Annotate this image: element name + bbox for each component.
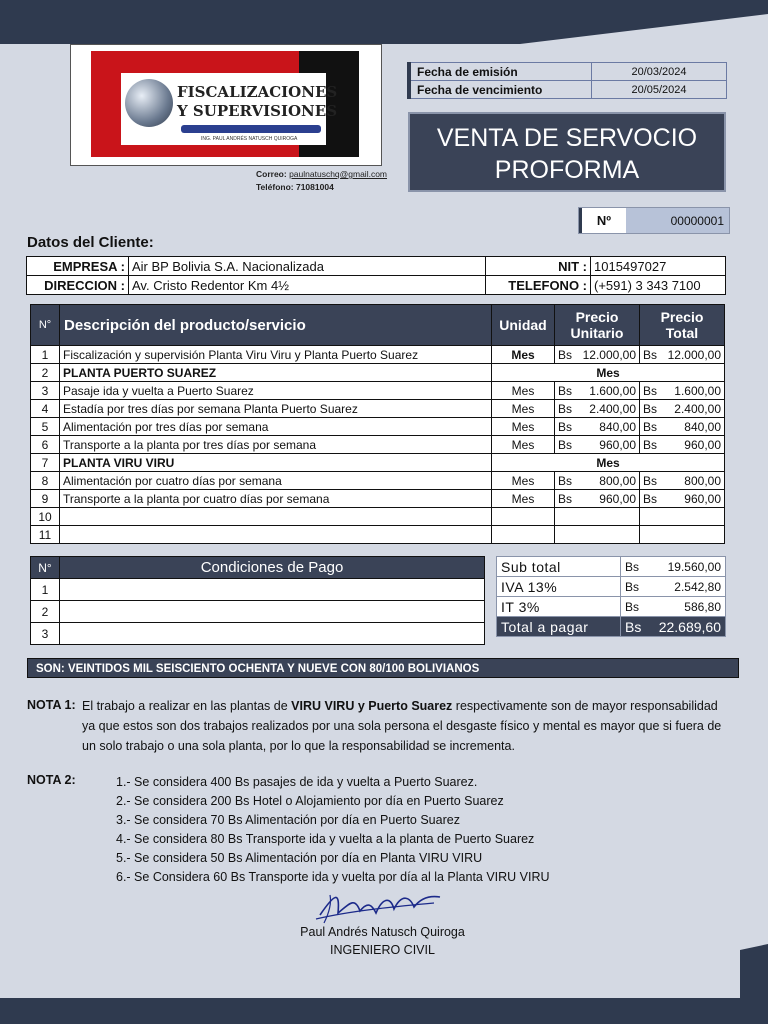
- document-title: VENTA DE SERVOCIO PROFORMA: [408, 112, 726, 192]
- table-row: 3 Pasaje ida y vuelta a Puerto Suarez Mes Bs 1.600,00 Bs 1.600,00: [31, 382, 725, 400]
- table-row: 1 Fiscalización y supervisión Planta Viru Viru y Planta Puerto Suarez Mes Bs 12.000,00 Bs 12.000,00: [31, 346, 725, 364]
- globe-icon: [125, 79, 173, 127]
- nota2-line: 4.- Se considera 80 Bs Transporte ida y vuelta a la planta de Puerto Suarez: [116, 832, 535, 846]
- empresa-value: Air BP Bolivia S.A. Nacionalizada: [129, 257, 486, 276]
- col-description: Descripción del producto/servicio: [60, 305, 492, 346]
- subtotal-value: Bs 19.560,00: [621, 557, 726, 577]
- emission-date: 20/03/2024: [592, 63, 727, 81]
- nit-value: 1015497027: [591, 257, 726, 276]
- iva-value: Bs 2.542,80: [621, 577, 726, 597]
- table-row: 4 Estadía por tres días por semana Planta Puerto Suarez Mes Bs 2.400,00 Bs 2.400,00: [31, 400, 725, 418]
- table-row: 9 Transporte a la planta por cuatro días por semana Mes Bs 960,00 Bs 960,00: [31, 490, 725, 508]
- nota2-line: 3.- Se considera 70 Bs Alimentación por día en Puerto Suarez: [116, 813, 460, 827]
- signature: [310, 883, 450, 927]
- signer-role: INGENIERO CIVIL: [330, 943, 435, 957]
- payment-conditions-table: [30, 556, 485, 645]
- col-number: N°: [31, 305, 60, 346]
- due-date: 20/05/2024: [592, 81, 727, 99]
- table-row: 6 Transporte a la planta por tres días por semana Mes Bs 960,00 Bs 960,00: [31, 436, 725, 454]
- cond-col-header: Condiciones de Pago: [60, 557, 485, 579]
- header-decoration: [0, 0, 768, 44]
- table-row: 8 Alimentación por cuatro días por semana Mes Bs 800,00 Bs 800,00: [31, 472, 725, 490]
- nota2-label: NOTA 2:: [27, 773, 76, 787]
- empresa-label: EMPRESA :: [27, 257, 129, 276]
- condition-row: 1: [31, 579, 485, 601]
- nota2-line: 1.- Se considera 400 Bs pasajes de ida y vuelta a Puerto Suarez.: [116, 775, 478, 789]
- direccion-value: Av. Cristo Redentor Km 4½: [129, 276, 486, 295]
- total-value: Bs 22.689,60: [621, 617, 726, 637]
- nota1-label: NOTA 1:: [27, 698, 76, 712]
- direccion-label: DIRECCION :: [27, 276, 129, 295]
- table-row: 2 PLANTA PUERTO SUAREZ Mes: [31, 364, 725, 382]
- it-label: IT 3%: [497, 597, 621, 617]
- total-label: Total a pagar: [497, 617, 621, 637]
- email-link[interactable]: paulnatuschq@gmail.com: [289, 169, 388, 179]
- dates-table: [407, 62, 727, 99]
- col-unit-price: Precio Unitario: [555, 305, 640, 346]
- document-number: Nº 00000001: [578, 207, 730, 234]
- nota2-list: [116, 773, 550, 887]
- emission-date-label: Fecha de emisión: [409, 63, 592, 81]
- items-table: [30, 304, 725, 544]
- signer-name: Paul Andrés Natusch Quiroga: [300, 925, 465, 939]
- footer-strip: [0, 998, 768, 1024]
- nota1-text: El trabajo a realizar en las plantas de VIRU VIRU y Puerto Suarez respectivamente son de mayor responsabilidad ya que estos son dos trabajos realizados por una sola persona el desgaste físico y mental es mayor que si fuera de un solo trabajo o una sola planta, por lo que la responsabilidad se incrementa.: [82, 699, 722, 753]
- totals-table: [496, 556, 726, 637]
- signer-block: [300, 923, 465, 959]
- nit-label: NIT :: [486, 257, 591, 276]
- nota2-line: 5.- Se considera 50 Bs Alimentación por día en Planta VIRU VIRU: [116, 851, 483, 865]
- client-heading: Datos del Cliente:: [27, 234, 154, 251]
- ribbon-icon: [181, 125, 321, 133]
- contact-info: Correo: paulnatuschq@gmail.com Teléfono: 71081004: [256, 169, 388, 192]
- iva-label: IVA 13%: [497, 577, 621, 597]
- amount-in-words: SON: VEINTIDOS MIL SEISCIENTO OCHENTA Y NUEVE CON 80/100 BOLIVIANOS: [27, 658, 739, 678]
- subtotal-label: Sub total: [497, 557, 621, 577]
- client-table: [26, 256, 726, 295]
- table-row: 10: [31, 508, 725, 526]
- col-total-price: Precio Total: [640, 305, 725, 346]
- due-date-label: Fecha de vencimiento: [409, 81, 592, 99]
- table-row: 11: [31, 526, 725, 544]
- condition-row: 3: [31, 623, 485, 645]
- it-value: Bs 586,80: [621, 597, 726, 617]
- nota2-line: 6.- Se Considera 60 Bs Transporte ida y vuelta por día al la Planta VIRU VIRU: [116, 870, 550, 884]
- logo-text: FISCALIZACIONES Y SUPERVISIONES: [177, 83, 338, 120]
- telefono-value: (+591) 3 343 7100: [591, 276, 726, 295]
- nota2-line: 2.- Se considera 200 Bs Hotel o Alojamiento por día en Puerto Suarez: [116, 794, 504, 808]
- cond-col-number: N°: [31, 557, 60, 579]
- telefono-label: TELEFONO :: [486, 276, 591, 295]
- col-unit: Unidad: [492, 305, 555, 346]
- phone-text: Teléfono: 71081004: [256, 182, 334, 192]
- table-row: 7 PLANTA VIRU VIRU Mes: [31, 454, 725, 472]
- table-row: 5 Alimentación por tres días por semana Mes Bs 840,00 Bs 840,00: [31, 418, 725, 436]
- condition-row: 2: [31, 601, 485, 623]
- company-logo: FISCALIZACIONES Y SUPERVISIONES ING. PAUL ANDRÉS NATUSCH QUIROGA: [70, 44, 382, 166]
